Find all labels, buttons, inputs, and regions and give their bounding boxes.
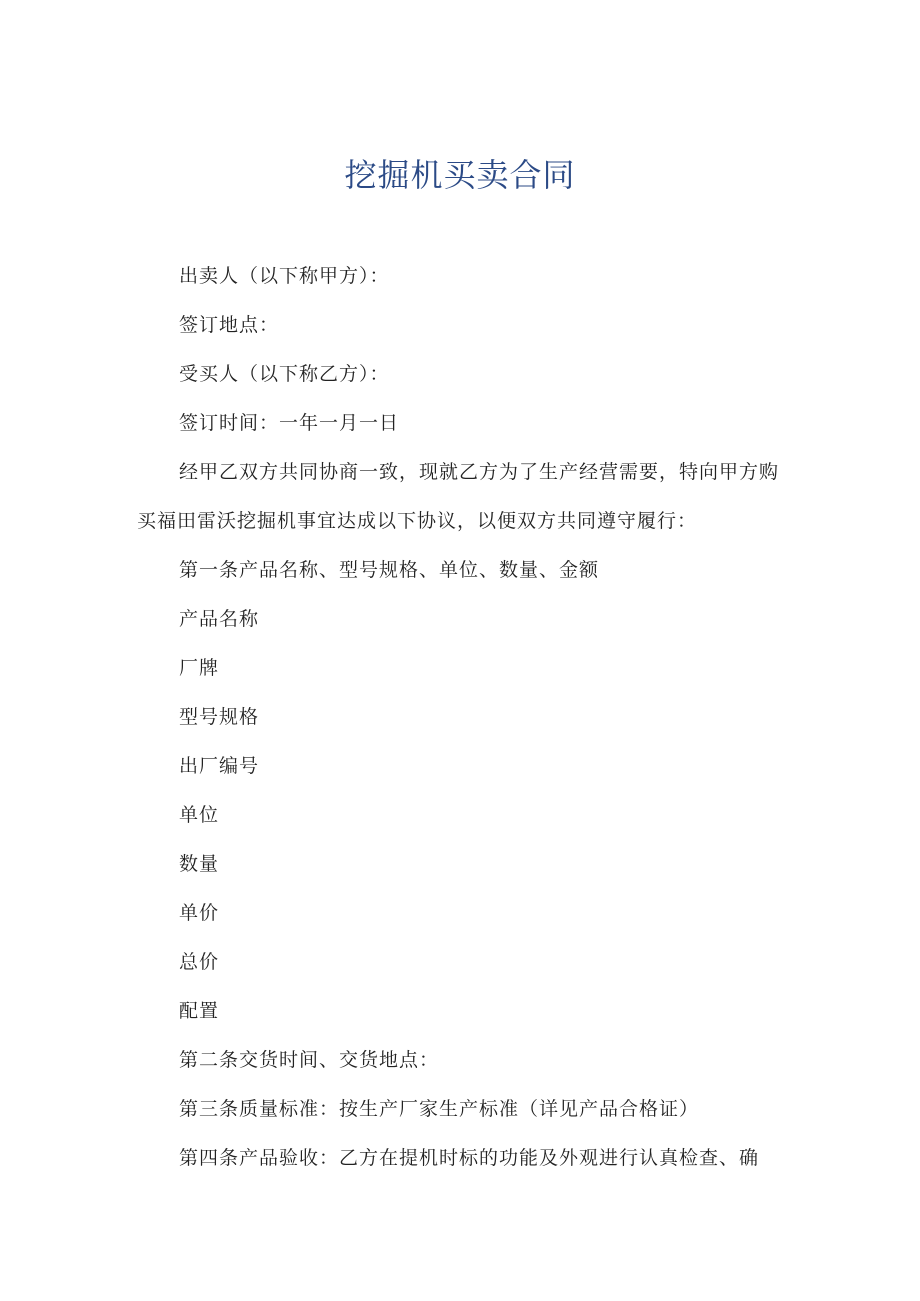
paragraph-article-4: 第四条产品验收：乙方在提机时标的功能及外观进行认真检查、确 (179, 1147, 760, 1169)
field-configuration: 配置 (179, 1000, 220, 1022)
paragraph-preamble-line1: 经甲乙双方共同协商一致，现就乙方为了生产经营需要，特向甲方购 (179, 461, 780, 483)
paragraph-signing-time: 签订时间：一年一月一日 (179, 412, 400, 434)
field-quantity: 数量 (179, 853, 220, 875)
paragraph-preamble-line2: 买福田雷沃挖掘机事宜达成以下协议，以便双方共同遵守履行： (137, 510, 698, 532)
field-unit-price: 单价 (179, 902, 220, 924)
paragraph-signing-place: 签订地点： (179, 314, 280, 336)
document-body (137, 252, 797, 1183)
paragraph-article-3: 第三条质量标准：按生产厂家生产标准（详见产品合格证） (179, 1098, 700, 1120)
field-model: 型号规格 (179, 706, 260, 728)
document-title: 挖掘机买卖合同 (344, 156, 576, 194)
field-brand: 厂牌 (179, 657, 220, 679)
paragraph-buyer: 受买人（以下称乙方）： (179, 363, 390, 385)
field-serial-number: 出厂编号 (179, 755, 260, 777)
field-unit: 单位 (179, 804, 220, 826)
field-total-price: 总价 (179, 951, 220, 973)
field-product-name: 产品名称 (179, 608, 260, 630)
paragraph-seller: 出卖人（以下称甲方）： (179, 265, 390, 287)
paragraph-article-1: 第一条产品名称、型号规格、单位、数量、金额 (179, 559, 600, 581)
paragraph-article-2: 第二条交货时间、交货地点： (179, 1049, 440, 1071)
